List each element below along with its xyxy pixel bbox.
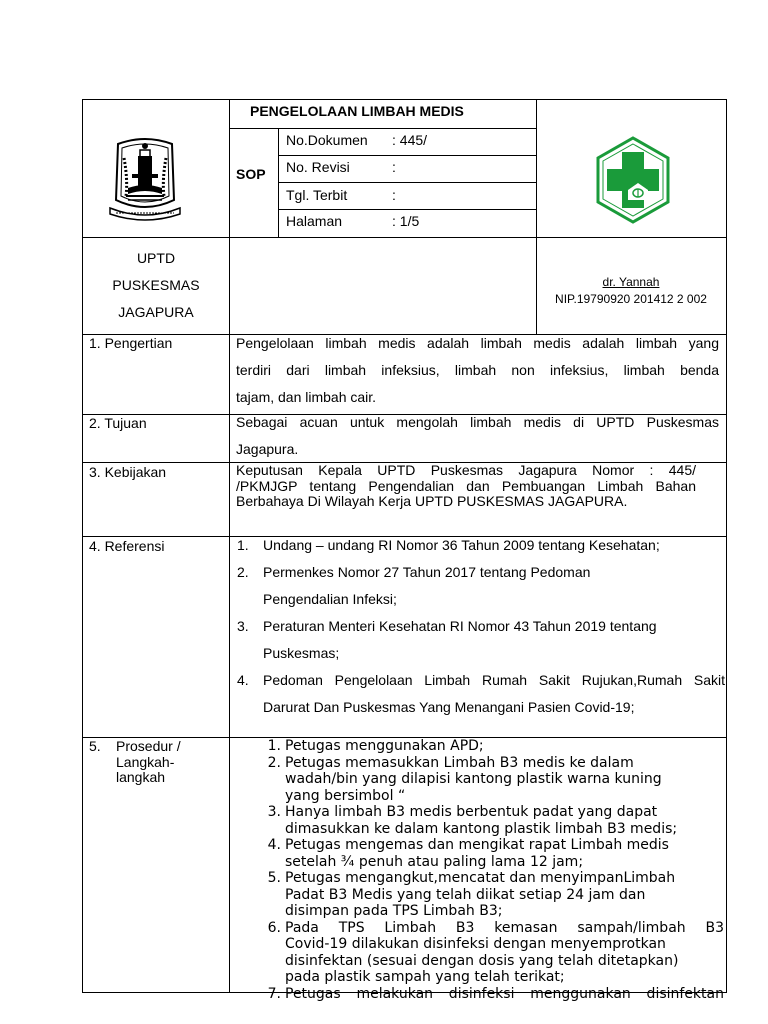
text-line: Darurat Dan Puskesmas Yang Menangani Pasien Covid-19; bbox=[263, 699, 635, 715]
text-line: Sebagai acuan untuk mengolah limbah medis di UPTD Puskesmas bbox=[236, 414, 719, 430]
list-number: 6. bbox=[267, 919, 281, 936]
list-item bbox=[237, 613, 725, 667]
right-logo bbox=[596, 136, 670, 224]
section-body-tujuan bbox=[236, 409, 719, 463]
list-item bbox=[237, 559, 725, 613]
text-line: Permenkes Nomor 27 Tahun 2017 tentang Pedoman bbox=[263, 564, 591, 580]
prosedur-list bbox=[261, 738, 724, 1002]
list-number: 1. bbox=[237, 537, 249, 553]
referensi-list bbox=[237, 532, 725, 721]
label-line: Langkah- bbox=[116, 753, 175, 770]
text-line: disinfektan (sesuai dengan dosis yang telah ditetapkan) bbox=[285, 952, 679, 969]
list-number: 7. bbox=[267, 985, 281, 1002]
text-line: Peraturan Menteri Kesehatan RI Nomor 43 Tahun 2019 tentang bbox=[263, 618, 657, 634]
text-line: Keputusan Kepala UPTD Puskesmas Jagapura Nomor : 445/ bbox=[236, 462, 696, 478]
field-value-halaman: : 1/5 bbox=[392, 213, 420, 229]
list-number: 2. bbox=[267, 754, 281, 771]
section-label-referensi: 4. Referensi bbox=[89, 538, 165, 554]
label-number: 5. bbox=[89, 738, 101, 754]
text-line: Pada TPS Limbah B3 kemasan sampah/limbah B3 bbox=[285, 919, 724, 936]
list-number: 4. bbox=[237, 672, 249, 688]
text-line: Puskesmas; bbox=[263, 645, 340, 661]
text-line: Pengendalian Infeksi; bbox=[263, 591, 397, 607]
text-line: Jagapura. bbox=[236, 441, 299, 457]
list-item bbox=[261, 920, 724, 986]
text-line: Hanya limbah B3 medis berbentuk padat yang dapat bbox=[285, 804, 658, 820]
list-number: 1. bbox=[267, 738, 281, 754]
left-logo bbox=[104, 130, 186, 226]
text-line: Berbahaya Di Wilayah Kerja UPTD PUSKESMAS JAGAPURA. bbox=[236, 493, 628, 509]
text-line: Petugas memasukkan Limbah B3 medis ke dalam bbox=[285, 754, 634, 771]
text-line: Covid-19 dilakukan disinfeksi dengan menyemprotkan bbox=[285, 936, 666, 952]
list-number: 5. bbox=[267, 870, 281, 886]
text-line: Petugas melakukan disinfeksi menggunakan disinfektan bbox=[285, 985, 724, 1002]
field-value-tgl-terbit: : bbox=[392, 187, 396, 203]
field-value-no-dokumen: : 445/ bbox=[392, 132, 428, 148]
list-number: 3. bbox=[237, 618, 249, 634]
text-line: /PKMJGP tentang Pengendalian dan Pembuangan Limbah Bahan bbox=[236, 477, 696, 494]
list-number: 3. bbox=[267, 804, 281, 820]
section-label-kebijakan: 3. Kebijakan bbox=[89, 464, 167, 480]
list-item bbox=[237, 667, 725, 721]
org-line: UPTD bbox=[136, 250, 176, 266]
org-line: JAGAPURA bbox=[118, 304, 194, 320]
list-item bbox=[261, 755, 724, 805]
text-line: Undang – undang RI Nomor 36 Tahun 2009 tentang Kesehatan; bbox=[263, 537, 660, 553]
signer-name: dr. Yannah bbox=[602, 275, 660, 289]
label-line: Prosedur / bbox=[116, 738, 181, 754]
section-label-pengertian: 1. Pengertian bbox=[89, 335, 173, 351]
list-item bbox=[237, 532, 725, 559]
list-item bbox=[261, 738, 724, 755]
label-line: langkah bbox=[116, 769, 166, 785]
text-line: pada plastik sampah yang telah terikat; bbox=[285, 969, 565, 985]
section-body-kebijakan bbox=[236, 463, 696, 510]
signer-nip: NIP.19790920 201412 2 002 bbox=[555, 292, 707, 306]
text-line: Pengelolaan limbah medis adalah limbah medis adalah limbah yang bbox=[236, 335, 719, 351]
section-label-prosedur bbox=[89, 739, 181, 786]
text-line: tajam, dan limbah cair. bbox=[236, 389, 377, 405]
text-line: Padat B3 Medis yang telah diikat setiap 24 jam dan bbox=[285, 886, 646, 903]
field-label-no-revisi: No. Revisi bbox=[286, 159, 350, 175]
section-body-pengertian bbox=[236, 330, 719, 411]
text-line: Pedoman Pengelolaan Limbah Rumah Sakit Rujukan,Rumah Sakit bbox=[263, 672, 725, 688]
field-label-tgl-terbit: Tgl. Terbit bbox=[286, 187, 348, 203]
text-line: Petugas menggunakan APD; bbox=[285, 738, 484, 754]
field-label-no-dokumen: No.Dokumen bbox=[286, 132, 368, 148]
text-line: Petugas mengangkut,mencatat dan menyimpanLimbah bbox=[285, 870, 676, 886]
sop-label: SOP bbox=[236, 166, 266, 182]
list-number: 2. bbox=[237, 564, 249, 580]
field-label-halaman: Halaman bbox=[286, 213, 343, 229]
list-item bbox=[261, 870, 724, 920]
field-value-no-revisi: : bbox=[392, 159, 396, 175]
list-item bbox=[261, 837, 724, 870]
list-number: 4. bbox=[267, 837, 281, 853]
list-item bbox=[261, 804, 724, 837]
section-label-tujuan: 2. Tujuan bbox=[89, 415, 147, 431]
regional-emblem-icon bbox=[104, 130, 186, 226]
text-line: terdiri dari limbah infeksius, limbah non infeksius, limbah benda bbox=[236, 362, 719, 378]
text-line: setelah ¾ penuh atau paling lama 12 jam; bbox=[285, 853, 584, 870]
document-title: PENGELOLAAN LIMBAH MEDIS bbox=[250, 103, 464, 119]
puskesmas-logo-icon bbox=[596, 136, 670, 224]
text-line: dimasukkan ke dalam kantong plastik limbah B3 medis; bbox=[285, 820, 678, 837]
text-line: disimpan pada TPS Limbah B3; bbox=[285, 903, 503, 919]
list-item bbox=[261, 986, 724, 1003]
text-line: Petugas mengemas dan mengikat rapat Limbah medis bbox=[285, 837, 669, 853]
text-line: yang bersimbol “ bbox=[285, 787, 406, 804]
org-line: PUSKESMAS bbox=[112, 277, 200, 293]
text-line: wadah/bin yang dilapisi kantong plastik warna kuning bbox=[285, 771, 662, 787]
